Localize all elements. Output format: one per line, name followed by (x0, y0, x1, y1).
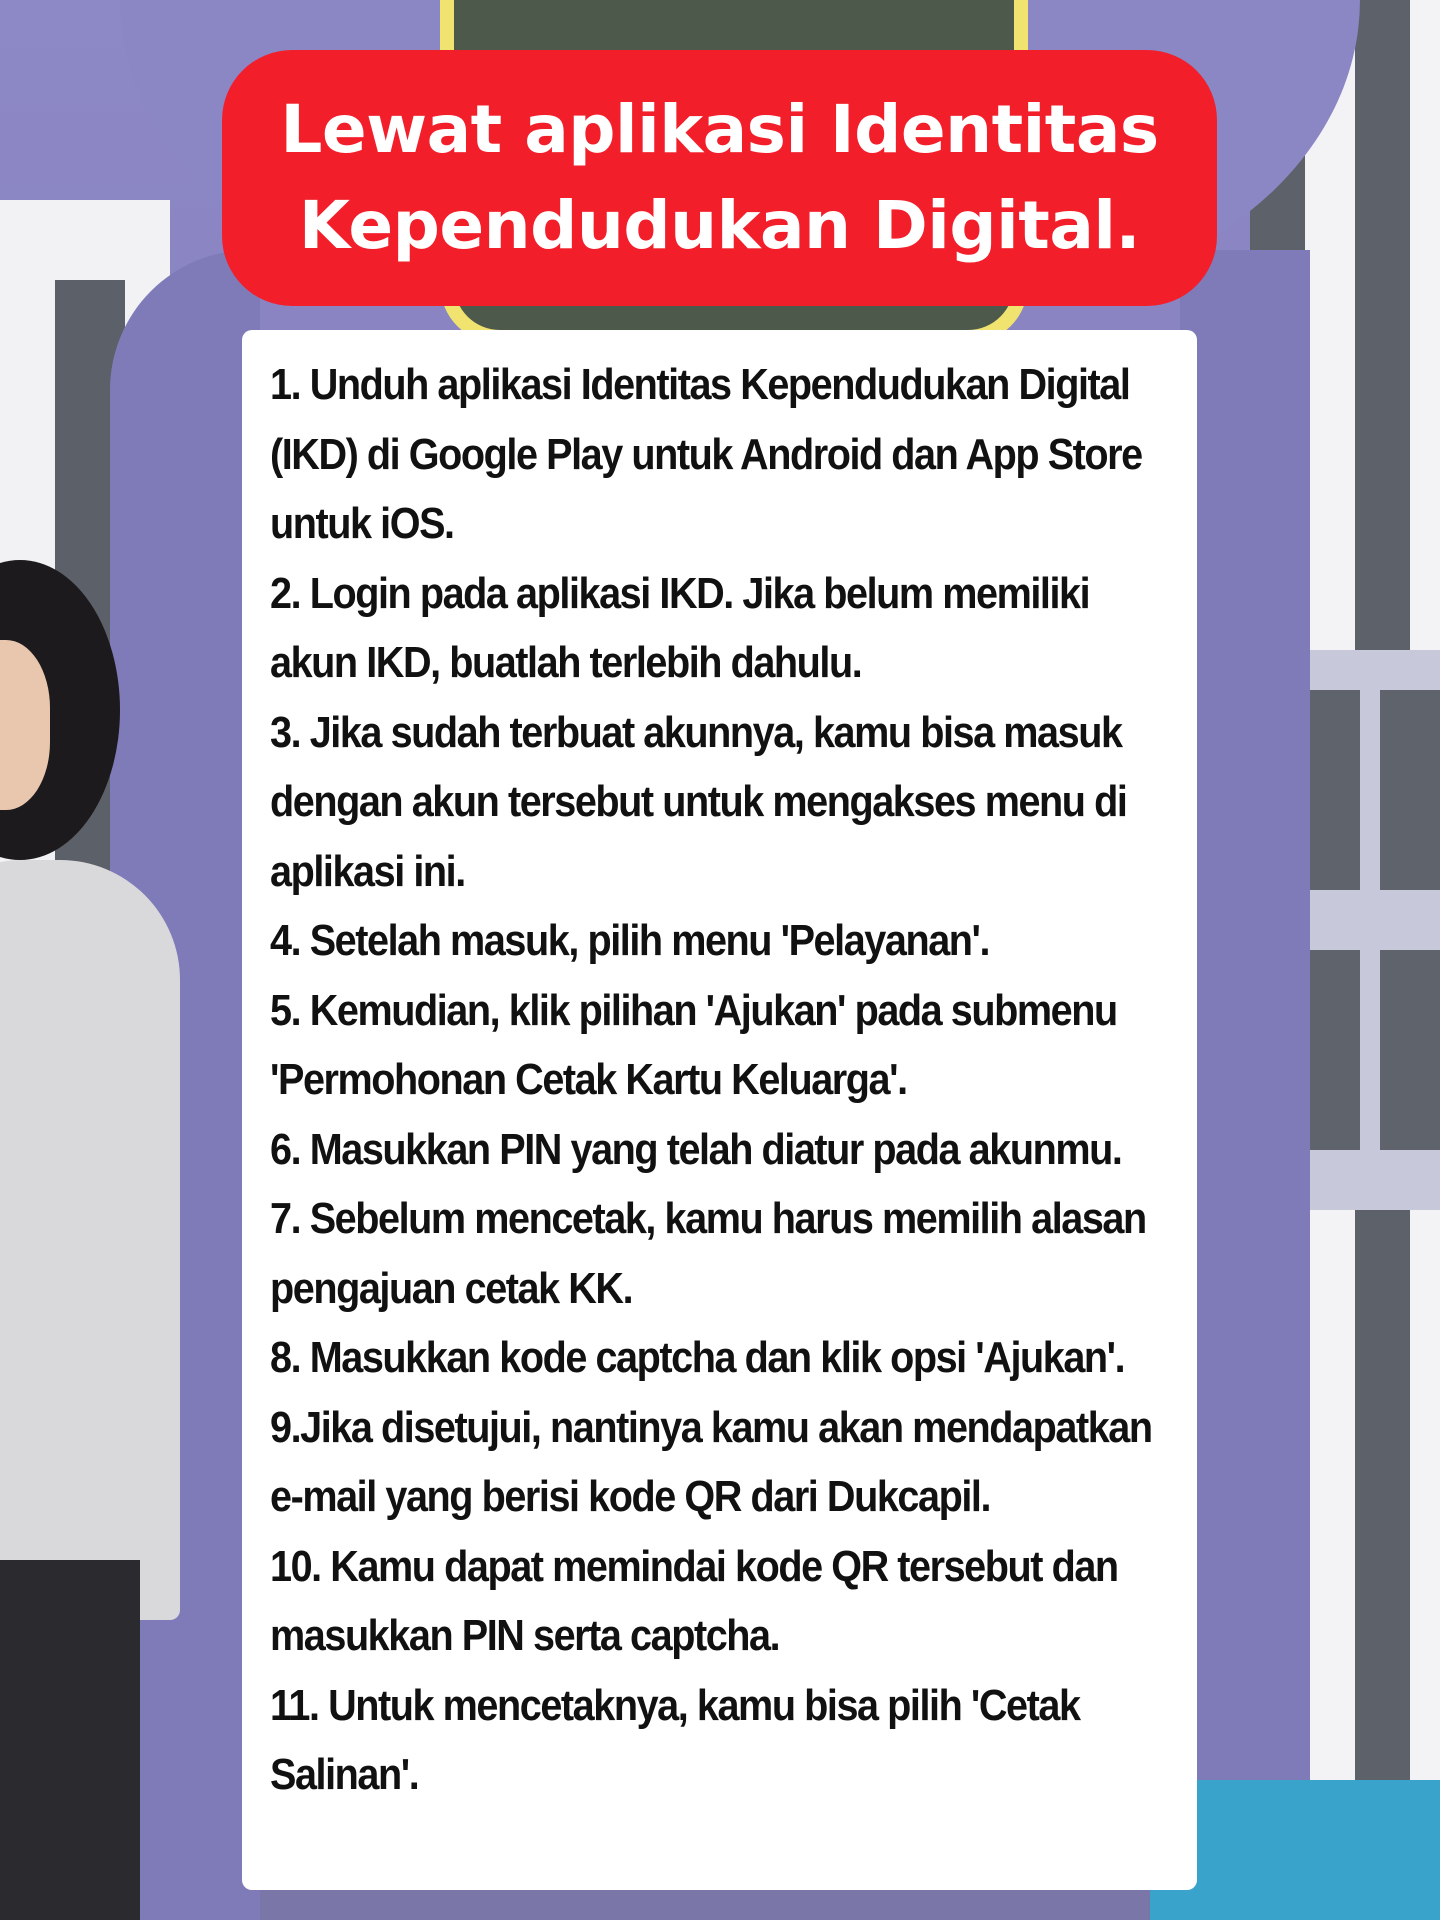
steps-card (242, 330, 1197, 1890)
arch-right-column (1180, 250, 1310, 1920)
step-9: 9.Jika disetujui, nantinya kamu akan mendapatkan e-mail yang berisi kode QR dari Dukcapil. (270, 1402, 1152, 1521)
step-11: 11. Untuk mencetaknya, kamu bisa pilih 'Cetak Salinan'. (270, 1680, 1080, 1799)
step-7: 7. Sebelum mencetak, kamu harus memilih alasan pengajuan cetak KK. (270, 1194, 1146, 1313)
title-text (280, 82, 1158, 274)
step-6: 6. Masukkan PIN yang telah diatur pada akunmu. (270, 1124, 1122, 1174)
step-3: 3. Jika sudah terbuat akunnya, kamu bisa masuk dengan akun tersebut untuk mengakses menu di aplikasi ini. (270, 707, 1127, 896)
window-pane (1380, 950, 1440, 1150)
title-line-1: Lewat aplikasi Identitas (280, 91, 1159, 168)
window-pane (1380, 690, 1440, 890)
steps-list (270, 350, 1173, 1810)
step-8: 8. Masukkan kode captcha dan klik opsi 'Ajukan'. (270, 1333, 1125, 1382)
child-legs (0, 1560, 140, 1920)
child-sweater (0, 860, 180, 1620)
title-banner (222, 50, 1217, 306)
step-10: 10. Kamu dapat memindai kode QR tersebut dan masukkan PIN serta captcha. (270, 1541, 1118, 1660)
step-4: 4. Setelah masuk, pilih menu 'Pelayanan'. (270, 916, 990, 965)
step-2: 2. Login pada aplikasi IKD. Jika belum memiliki akun IKD, buatlah terlebih dahulu. (270, 568, 1090, 687)
title-line-2: Kependudukan Digital. (298, 187, 1141, 264)
step-5: 5. Kemudian, klik pilihan 'Ajukan' pada submenu 'Permohonan Cetak Kartu Keluarga'. (270, 985, 1117, 1104)
step-1: 1. Unduh aplikasi Identitas Kependudukan Digital (IKD) di Google Play untuk Android dan App Store untuk iOS. (270, 360, 1142, 548)
